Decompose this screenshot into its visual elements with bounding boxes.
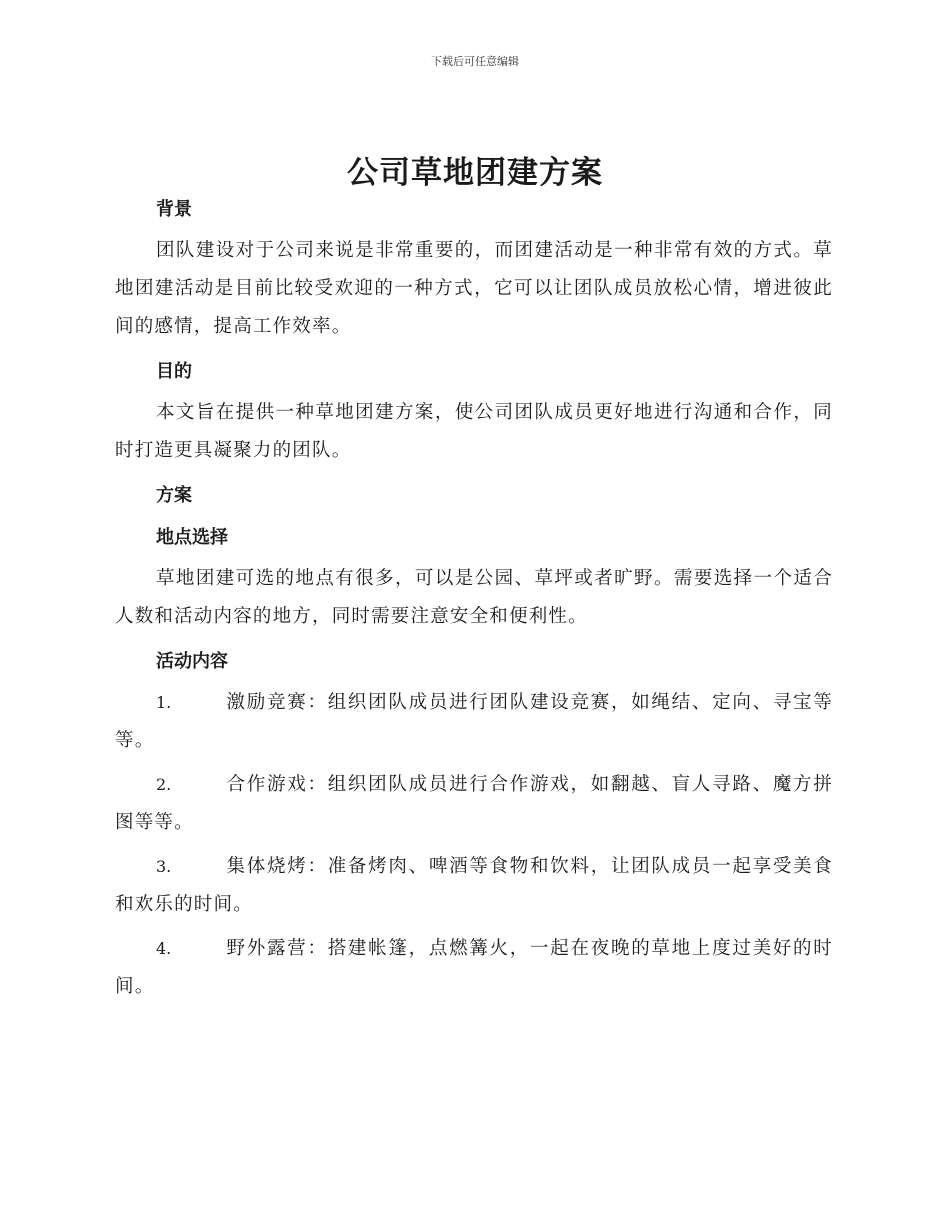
section-heading-location: 地点选择 [156,527,228,548]
list-item-number: 2. [156,775,172,794]
list-item-number: 3. [156,857,172,876]
list-item-text: 野外露营：搭建帐篷，点燃篝火，一起在夜晚的草地上度过美好的时间。 [115,938,833,997]
purpose-paragraph: 本文旨在提供一种草地团建方案，使公司团队成员更好地进行沟通和合作，同时打造更具凝聚力的团队。 [115,402,833,461]
list-item-text: 合作游戏：组织团队成员进行合作游戏，如翻越、盲人寻路、魔方拼图等等。 [115,774,833,833]
document-title: 公司草地团建方案 [347,155,603,191]
section-heading-plan: 方案 [156,485,192,506]
section-heading-background: 背景 [156,199,192,220]
activity-list-item [115,848,833,924]
list-item-text: 激励竞赛：组织团队成员进行团队建设竞赛，如绳结、定向、寻宝等等。 [115,692,833,751]
list-item-number: 1. [156,693,172,712]
background-paragraph: 团队建设对于公司来说是非常重要的，而团建活动是一种非常有效的方式。草地团建活动是目前比较受欢迎的一种方式，它可以让团队成员放松心情，增进彼此间的感情，提高工作效率。 [115,240,833,337]
section-heading-purpose: 目的 [156,361,192,382]
list-item-text: 集体烧烤：准备烤肉、啤酒等食物和饮料，让团队成员一起享受美食和欢乐的时间。 [115,856,833,915]
document-body [115,194,833,1006]
section-heading-activities: 活动内容 [156,651,228,672]
activity-list-item [115,766,833,842]
activity-list-item [115,684,833,760]
activity-list-item [115,930,833,1006]
page-header: 下载后可任意编辑 [431,55,519,68]
list-item-number: 4. [156,939,172,958]
location-paragraph: 草地团建可选的地点有很多，可以是公园、草坪或者旷野。需要选择一个适合人数和活动内容的地方，同时需要注意安全和便利性。 [115,568,833,627]
